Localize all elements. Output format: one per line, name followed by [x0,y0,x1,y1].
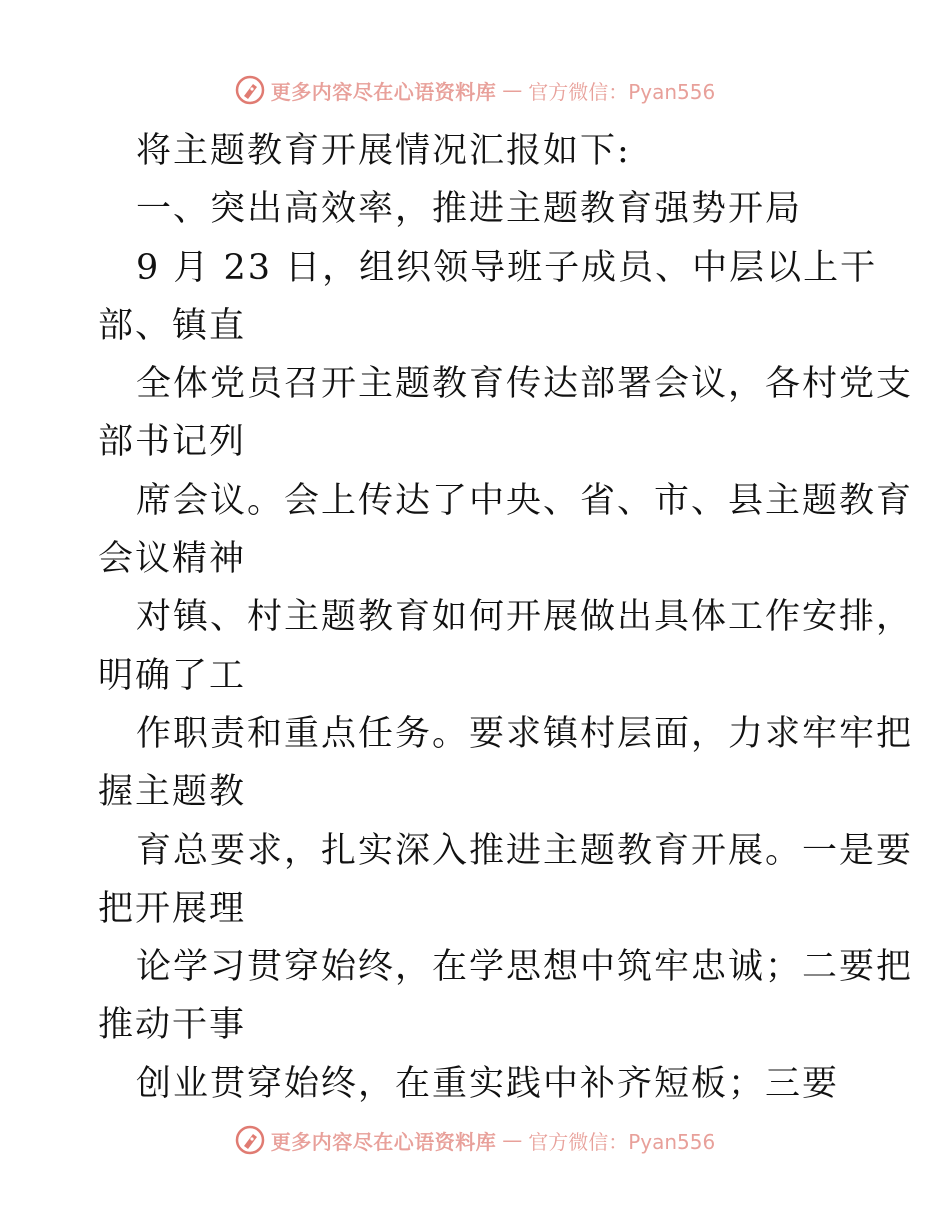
banner-wechat-text: 官方微信：Pyan556 [528,79,716,104]
banner-main-text: 更多内容尽在心语资料库 [270,79,497,104]
text-line: 握主题教 [98,772,247,813]
text-line: 将主题教育开展情况汇报如下: [136,131,631,171]
document-body [98,122,914,1113]
text-line: 9 月 23 日，组织领导班子成员、中层以上干 [136,247,878,288]
pen-nib-logo-icon [235,1125,265,1155]
text-line: 全体党员召开主题教育传达部署会议，各村党支 [136,364,914,405]
text-line: 明确了工 [98,655,247,696]
banner-separator: — [502,1128,523,1152]
text-line: 论学习贯穿始终，在学思想中筑牢忠诚；二要把 [136,947,914,988]
text-line: 创业贯穿始终，在重实践中补齐短板；三要 [136,1063,840,1104]
banner-wechat-text: 官方微信：Pyan556 [528,1129,716,1154]
banner-main-text: 更多内容尽在心语资料库 [270,1129,497,1154]
text-line: 作职责和重点任务。要求镇村层面，力求牢牢把 [136,713,914,754]
pen-nib-logo-icon [235,75,265,105]
text-line: 一、突出高效率，推进主题教育强势开局 [136,189,803,230]
text-line: 推动干事 [98,1005,247,1046]
text-line: 把开展理 [98,888,247,929]
header-banner [0,70,950,110]
text-line: 席会议。会上传达了中央、省、市、县主题教育 [136,480,914,521]
footer-banner [0,1120,950,1160]
banner-separator: — [502,78,523,102]
text-line: 部书记列 [98,422,247,463]
text-line: 对镇、村主题教育如何开展做出具体工作安排， [136,597,914,638]
text-line: 部、镇直 [98,305,247,346]
text-line: 育总要求，扎实深入推进主题教育开展。一是要 [136,830,914,871]
text-line: 会议精神 [98,539,247,580]
